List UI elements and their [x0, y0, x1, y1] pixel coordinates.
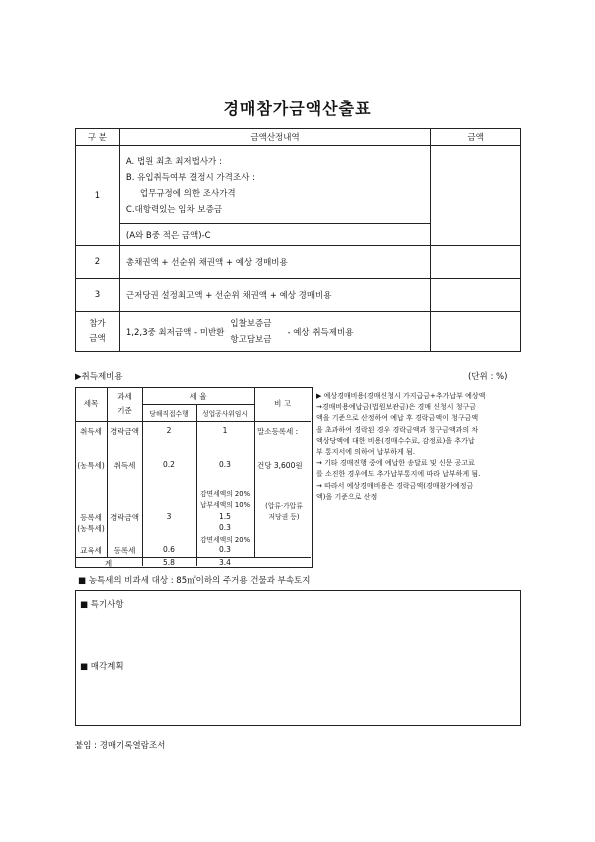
farm-tax-note: ■ 농특세의 비과세 대상 : 85㎡이하의 주거용 건물과 부속토지	[78, 576, 311, 586]
tax-header-rate: 세 율	[189, 392, 207, 401]
row4-mid-2: 항고담보금	[230, 334, 272, 345]
row1-formula: (A와 B중 적은 금액)-C	[119, 224, 430, 246]
tax-header-item: 세목	[83, 399, 99, 408]
row4-label-1: 참가	[89, 318, 106, 329]
header-details: 금액산정내역	[119, 129, 430, 146]
row4-label	[76, 312, 120, 352]
tax-row3-item: 등록세	[80, 513, 102, 522]
row3-details: 근저당권 설정최고액 + 선순위 채권액 + 예상 경매비용	[119, 279, 430, 312]
note-line: 액을 기준으로 산정하여 예납 후 경락금액이 청구금액	[316, 414, 479, 423]
row1-number: 1	[76, 146, 120, 246]
tax-header-rate-direct: 당해직접수행	[149, 410, 189, 418]
row4-details	[119, 312, 430, 352]
note-line: →경매비용예납금(법원보관금)은 경매 신청시 청구금	[316, 403, 477, 412]
tax-row1-item: 취득세	[80, 427, 102, 436]
row1-details	[119, 146, 430, 224]
tax-row2-remark: 건당 3,600원	[257, 461, 303, 470]
row1-line-b: B. 유입취득여부 결정시 가격조사 :	[125, 173, 255, 183]
tax-row4-base: 등록세	[113, 546, 136, 555]
tax-row3-base: 경락금액	[110, 513, 139, 522]
tax-total-delegated: 3.4	[219, 558, 231, 567]
tax-total-label: 계	[104, 559, 113, 568]
expense-notes	[316, 391, 522, 503]
row1-amount	[431, 146, 521, 246]
note-line: 액)을 기준으로 산정	[316, 492, 378, 501]
note-line: → 따라서 예상경매비용은 경락금액(경매참가예정금	[316, 481, 474, 490]
row4-middle	[230, 316, 271, 348]
note-line: ▶ 예상경매비용(경매신청시 가지급금+추가납부 예상액	[316, 392, 486, 400]
tax-row3-remark-2: 저당권 등)	[268, 513, 300, 521]
sale-plan-label: ■ 매각계획	[80, 662, 124, 672]
row1-line-a: A. 법원 최초 최저법사가 :	[125, 157, 222, 167]
row4-right: - 예상 취득제비용	[287, 327, 354, 338]
calculation-table	[75, 128, 521, 352]
tax-section-label: ▶취득제비용	[75, 372, 123, 382]
special-notes-box	[75, 590, 521, 726]
tax-row1-base: 경락금액	[110, 427, 139, 436]
note-line: 를 소진한 경우에도 추가납부통지에 따라 납부하게 됨.	[316, 470, 481, 479]
tax-row3-item-sub: (농특세)	[77, 524, 105, 533]
tax-row3-rate-delegated-1: 감면세액의 20%	[199, 490, 251, 498]
tax-row1-rate-direct: 2	[166, 426, 172, 435]
note-line: → 기타 경매진행 중에 예납한 송달료 및 신문 공고료	[316, 459, 475, 468]
tax-row1-remark: 말소등록세 :	[257, 427, 299, 436]
row3-number: 3	[76, 279, 120, 312]
tax-header-rate-delegated: 성업공사위임시	[202, 410, 248, 418]
tax-row3-rate-delegated-2: 납부세액의 10%	[199, 501, 251, 509]
row1-line-c: C.대항력있는 임차 보증금	[125, 205, 223, 215]
tax-header-base-2: 기준	[117, 406, 132, 415]
tax-header-base-1: 과세	[117, 392, 132, 401]
tax-row4-item: 교육세	[80, 546, 102, 555]
special-notes-label: ■ 특기사항	[80, 600, 124, 610]
tax-row3-rate-delegated-3: 1.5	[219, 512, 231, 521]
tax-row2-rate-direct: 0.2	[163, 460, 175, 469]
tax-row4-rate-delegated-2: 0.3	[219, 545, 231, 554]
tax-row2-base: 취득세	[113, 461, 136, 470]
header-amount: 금액	[431, 129, 521, 146]
tax-total-direct: 5.8	[163, 558, 175, 567]
row3-amount	[431, 279, 521, 312]
row4-left: 1,2,3중 최저금액 - 미반환	[125, 327, 225, 338]
row1-line-b2: 업무규정에 의한 조사가격	[139, 189, 236, 199]
row2-amount	[431, 246, 521, 279]
tax-row2-item: (농특세)	[77, 461, 105, 470]
tax-row1-rate-delegated: 1	[222, 426, 228, 435]
tax-header-remark: 비 고	[274, 399, 291, 408]
tax-row3-remark-1: (압류·가압류	[265, 502, 303, 510]
row2-number: 2	[76, 246, 120, 279]
note-line: 부 통지서에 의하여 납부하게 됨.	[316, 448, 416, 457]
tax-row4-rate-direct: 0.6	[163, 545, 175, 554]
header-category: 구 분	[76, 129, 120, 146]
row4-amount	[431, 312, 521, 352]
note-line: 을 초과하여 경락된 경우 경락금액과 청구금액과의 차	[316, 425, 479, 434]
row4-mid-1: 입찰보증금	[230, 318, 272, 329]
row4-label-2: 금액	[89, 333, 106, 344]
row2-details: 총채권액 + 선순위 채권액 + 예상 경매비용	[119, 246, 430, 279]
tax-row3-rate-direct: 3	[166, 512, 172, 521]
tax-row3-rate-delegated-4: 0.3	[219, 523, 231, 532]
page-title: 경매참가금액산출표	[223, 99, 372, 118]
tax-row2-rate-delegated: 0.3	[219, 460, 231, 469]
attachment-note: 붙임 : 경매기록열람조서	[75, 741, 166, 751]
tax-unit: (단위 : %)	[468, 372, 508, 382]
tax-row4-rate-delegated-1: 감면세액의 20%	[199, 536, 251, 544]
note-line: 액상당액에 대한 비용(경매수수료, 감정료)을 추가납	[316, 436, 475, 445]
